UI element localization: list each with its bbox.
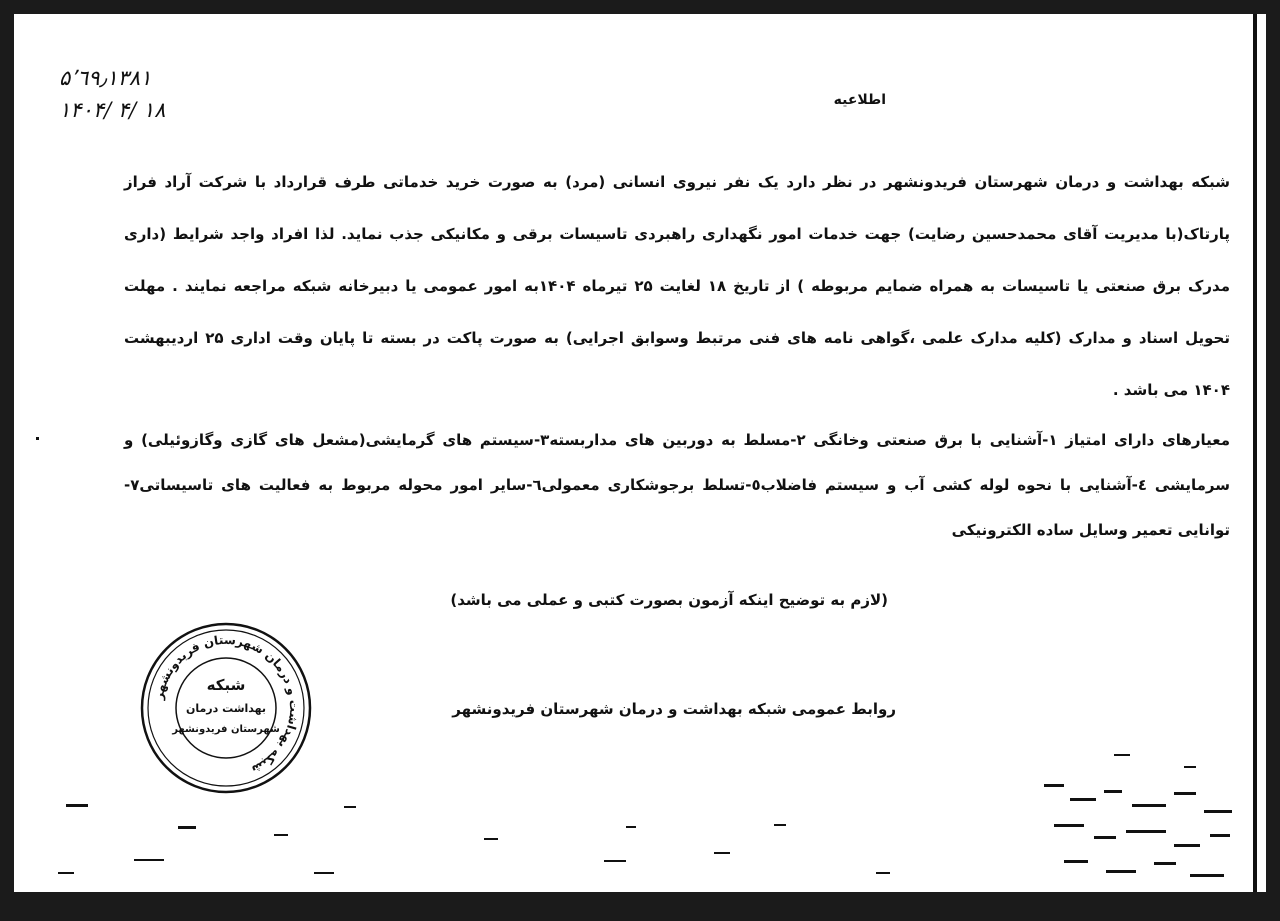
criteria-paragraph: معیارهای دارای امتیاز ۱-آشنایی با برق صنعتی وخانگی ۲-مسلط به دوربین های مداربسته۳-سیستم های گرمایشی(مشعل های گازی وگازوئیلی) و سرمایشی ٤-آشنایی با نحوه لوله کشی آب و سیستم فاضلاب٥-تسلط برجوشکاری معمولی٦-سایر امور محوله مربوط به فعالیت های تاسیساتی۷-توانایی تعمیر وسایل ساده الکترونیکی bbox=[124, 431, 1231, 539]
scanned-letter bbox=[14, 14, 1266, 892]
letter-title: اطلاعیه bbox=[833, 92, 886, 108]
seal-ring-text: شبکه بهداشت و درمان شهرستان فریدونشهر bbox=[151, 632, 302, 778]
seal-center-line-1: شبکه bbox=[206, 676, 246, 694]
official-seal-icon bbox=[136, 618, 316, 798]
seal-center-line-3: شهرستان فریدونشهر bbox=[172, 724, 280, 735]
signature-line: روابط عمومی شبکه بهداشت و درمان شهرستان فریدونشهر bbox=[452, 700, 896, 718]
seal-center-line-2: بهداشت درمان bbox=[185, 702, 267, 715]
announcement-paragraph: شبکه بهداشت و درمان شهرستان فریدونشهر در نظر دارد یک نفر نیروی انسانی (مرد) به صورت خرید خدماتی طرف قرارداد با شرکت آراد فراز پارتاک(با مدیریت آقای محمدحسین رضایت) جهت خدمات امور نگهداری راهبردی تاسیسات برقی و مکانیکی جذب نماید. لذا افراد واجد شرایط (داری مدرک برق صنعتی یا تاسیسات به همراه ضمایم مربوطه ) از تاریخ ۱۸ لغایت ۲۵ تیرماه ۱۴۰۴به امور عمومی یا دبیرخانه شبکه مراجعه نمایند . مهلت تحویل اسناد و مدارک (کلیه مدارک علمی ،گواهی نامه های فنی مرتبط وسوابق اجرایی) به صورت پاکت در بسته تا پایان وقت اداری ۲۵ اردیبهشت ۱۴۰۴ می باشد . bbox=[124, 173, 1231, 399]
letter-date: ۱۴۰۴/ ۴/ ۱۸ bbox=[59, 98, 166, 122]
exam-note: (لازم به توضیح اینکه آزمون بصورت کتبی و عملی می باشد) bbox=[450, 591, 888, 609]
reference-number: ۵٬٦۹٫۱۳۸۱ bbox=[59, 66, 152, 90]
